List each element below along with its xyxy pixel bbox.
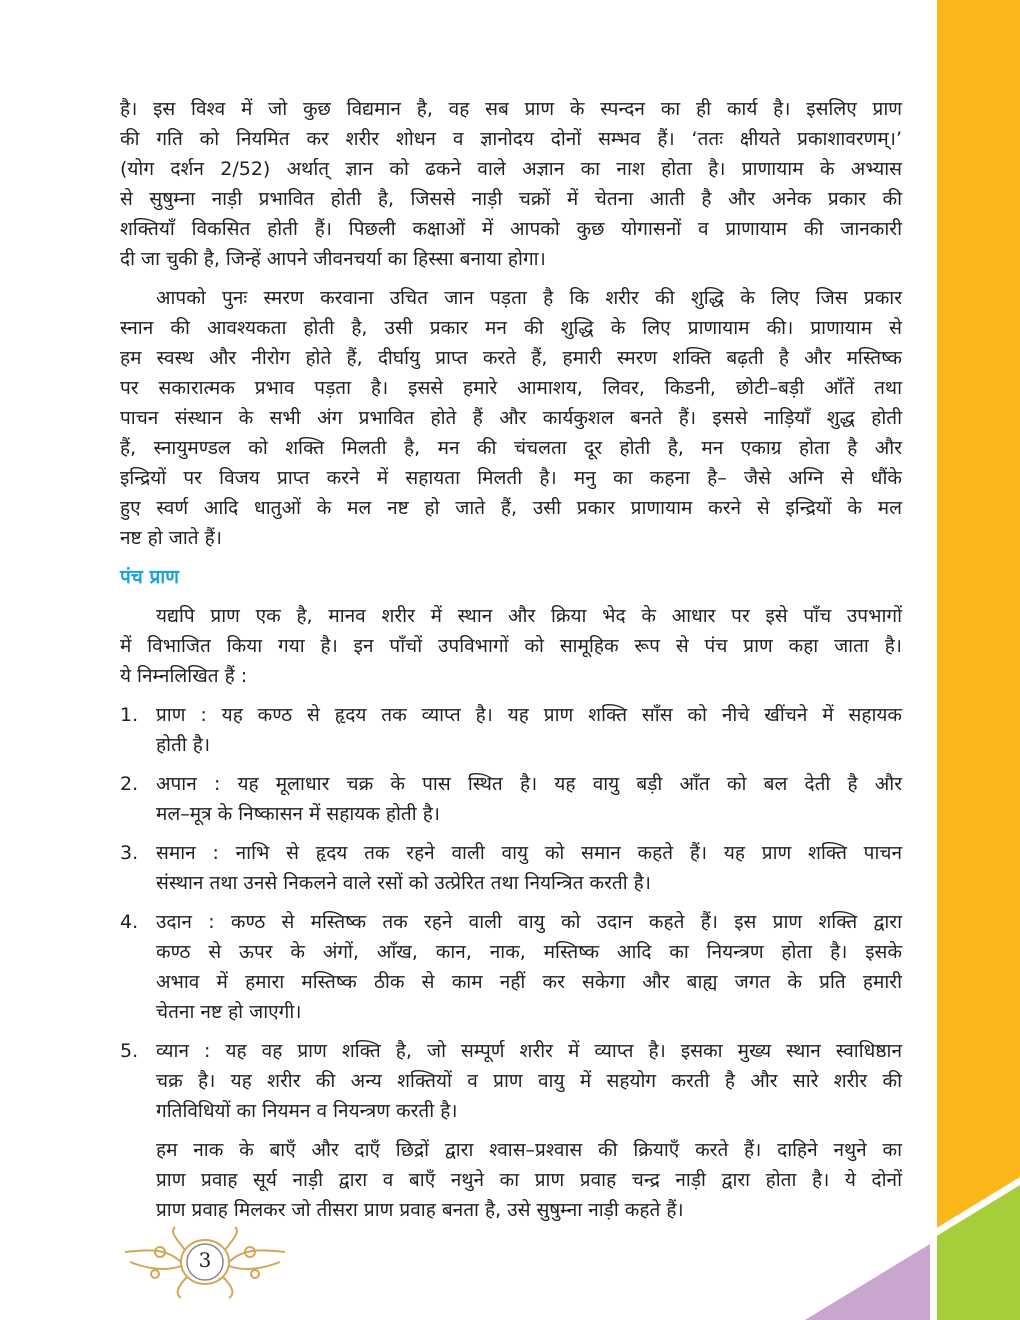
- text-line: पर सकारात्मक प्रभाव पड़ता है। इससे हमारे आमाशय, लिवर, किडनी, छोटी–बड़ी आँतें तथा: [120, 377, 902, 399]
- text-line: शक्तियाँ विकसित होती हैं। पिछली कक्षाओं में आपको कुछ योगासनों व प्राणायाम की जानकारी: [120, 218, 902, 240]
- section-heading: पंच प्राण: [120, 566, 179, 588]
- text-line: पाचन संस्थान के सभी अंग प्रभावित होते हैं और कार्यकुशल बनते हैं। इससे नाड़ियाँ शुद्ध होती: [120, 407, 902, 429]
- list-item: [120, 1036, 902, 1126]
- list-item: [120, 907, 902, 1027]
- intro-paragraph: [120, 601, 902, 691]
- text-line: चक्र है। यह शरीर की अन्य शक्तियों व प्राण वायु में सहयोग करती है और सारे शरीर की: [156, 1070, 902, 1092]
- page-body: [120, 94, 902, 1234]
- text-line: चेतना नष्ट हो जाएगी।: [156, 1001, 302, 1023]
- paragraph: [120, 94, 902, 274]
- list-item: [120, 769, 902, 829]
- text-line: इन्द्रियों पर विजय प्राप्त करने में सहायता मिलती है। मनु का कहना है– जैसे अग्नि से धौंके: [120, 467, 902, 489]
- text-line: व्यान : यह वह प्राण शक्ति है, जो सम्पूर्ण शरीर में व्याप्त है। इसका मुख्य स्थान स्वाधिष्ठान: [156, 1040, 902, 1062]
- text-line: ये निम्नलिखित हैं :: [120, 665, 248, 687]
- text-line: समान : नाभि से हृदय तक रहने वाली वायु को समान कहते हैं। यह प्राण शक्ति पाचन: [156, 842, 902, 864]
- text-line: यद्यपि प्राण एक है, मानव शरीर में स्थान और क्रिया भेद के आधार पर इसे पाँच उपभागों: [156, 605, 902, 627]
- text-line: है। इस विश्व में जो कुछ विद्यमान है, वह सब प्राण के स्पन्दन का ही कार्य है। इसलिए प्राण: [120, 98, 902, 120]
- text-line: अभाव में हमारा मस्तिष्क ठीक से काम नहीं कर सकेगा और बाह्य जगत के प्रति हमारी: [156, 971, 902, 993]
- closing-paragraph: [120, 1135, 902, 1225]
- text-line: प्राण : यह कण्ठ से हृदय तक व्याप्त है। यह प्राण शक्ति साँस को नीचे खींचने में सहायक: [156, 704, 902, 726]
- list-number: 1.: [120, 704, 139, 726]
- text-line: की गति को नियमित कर शरीर शोधन व ज्ञानोदय दोनों सम्भव हैं। ‘ततः क्षीयते प्रकाशावरणम्।’: [120, 128, 902, 150]
- text-line: से सुषुम्ना नाड़ी प्रभावित होती है, जिससे नाड़ी चक्रों में चेतना आती है और अनेक प्रकार की: [120, 188, 902, 210]
- text-line: हम स्वस्थ और नीरोग होते हैं, दीर्घायु प्राप्त करते हैं, हमारी स्मरण शक्ति बढ़ती है और मस्तिष्क: [120, 347, 902, 369]
- list-item: [120, 700, 902, 760]
- text-line: आपको पुनः स्मरण करवाना उचित जान पड़ता है कि शरीर की शुद्धि के लिए जिस प्रकार: [156, 287, 902, 309]
- text-line: स्नान की आवश्यकता होती है, उसी प्रकार मन की शुद्धि के लिए प्राणायाम की। प्राणायाम से: [120, 317, 902, 339]
- text-line: प्राण प्रवाह सूर्य नाड़ी द्वारा व बाएँ नथुने का प्राण प्रवाह चन्द्र नाड़ी द्वारा होता है। ये दोनों: [156, 1169, 902, 1191]
- decorative-orange-band: [937, 0, 1020, 1320]
- text-line: उदान : कण्ठ से मस्तिष्क तक रहने वाली वायु को उदान कहते हैं। इस प्राण शक्ति द्वारा: [156, 911, 902, 933]
- text-line: हम नाक के बाएँ और दाएँ छिद्रों द्वारा श्वास–प्रश्वास की क्रियाएँ करते हैं। दाहिने नथुने का: [156, 1139, 902, 1161]
- text-line: प्राण प्रवाह मिलकर जो तीसरा प्राण प्रवाह बनता है, उसे सुषुम्ना नाड़ी कहते हैं।: [156, 1199, 684, 1221]
- text-line: गतिविधियों का नियमन व नियन्त्रण करती है।: [156, 1100, 458, 1122]
- paragraph: [120, 283, 902, 553]
- text-line: होती है।: [156, 734, 211, 756]
- list-item: [120, 838, 902, 898]
- list-number: 2.: [120, 773, 139, 795]
- text-line: हैं, स्नायुमण्डल को शक्ति मिलती है, मन की चंचलता दूर होती है, मन एकाग्र होता है और: [120, 437, 902, 459]
- list-number: 4.: [120, 911, 139, 933]
- text-line: कण्ठ से ऊपर के अंगों, आँख, कान, नाक, मस्तिष्क आदि का नियन्त्रण होता है। इसके: [156, 941, 902, 963]
- text-line: मल–मूत्र के निष्कासन में सहायक होती है।: [156, 803, 440, 825]
- page-number: 3: [198, 1248, 212, 1272]
- text-line: अपान : यह मूलाधार चक्र के पास स्थित है। यह वायु बड़ी आँत को बल देती है और: [156, 773, 902, 795]
- list-number: 5.: [120, 1040, 139, 1062]
- text-line: संस्थान तथा उनसे निकलने वाले रसों को उत्प्रेरित तथा नियन्त्रित करती है।: [156, 872, 651, 894]
- text-line: दी जा चुकी है, जिन्हें आपने जीवनचर्या का हिस्सा बनाया होगा।: [120, 248, 546, 270]
- text-line: में विभाजित किया गया है। इन पाँचों उपविभागों को सामूहिक रूप से पंच प्राण कहा जाता है।: [120, 635, 902, 657]
- text-line: हुए स्वर्ण आदि धातुओं के मल नष्ट हो जाते हैं, उसी प्रकार प्राणायाम करने से इन्द्रियों के मल: [120, 497, 902, 519]
- text-line: नष्ट हो जाते हैं।: [120, 527, 222, 549]
- list-number: 3.: [120, 842, 139, 864]
- text-line: (योग दर्शन 2/52) अर्थात् ज्ञान को ढकने वाले अज्ञान का नाश होता है। प्राणायाम के अभ्यास: [120, 158, 902, 180]
